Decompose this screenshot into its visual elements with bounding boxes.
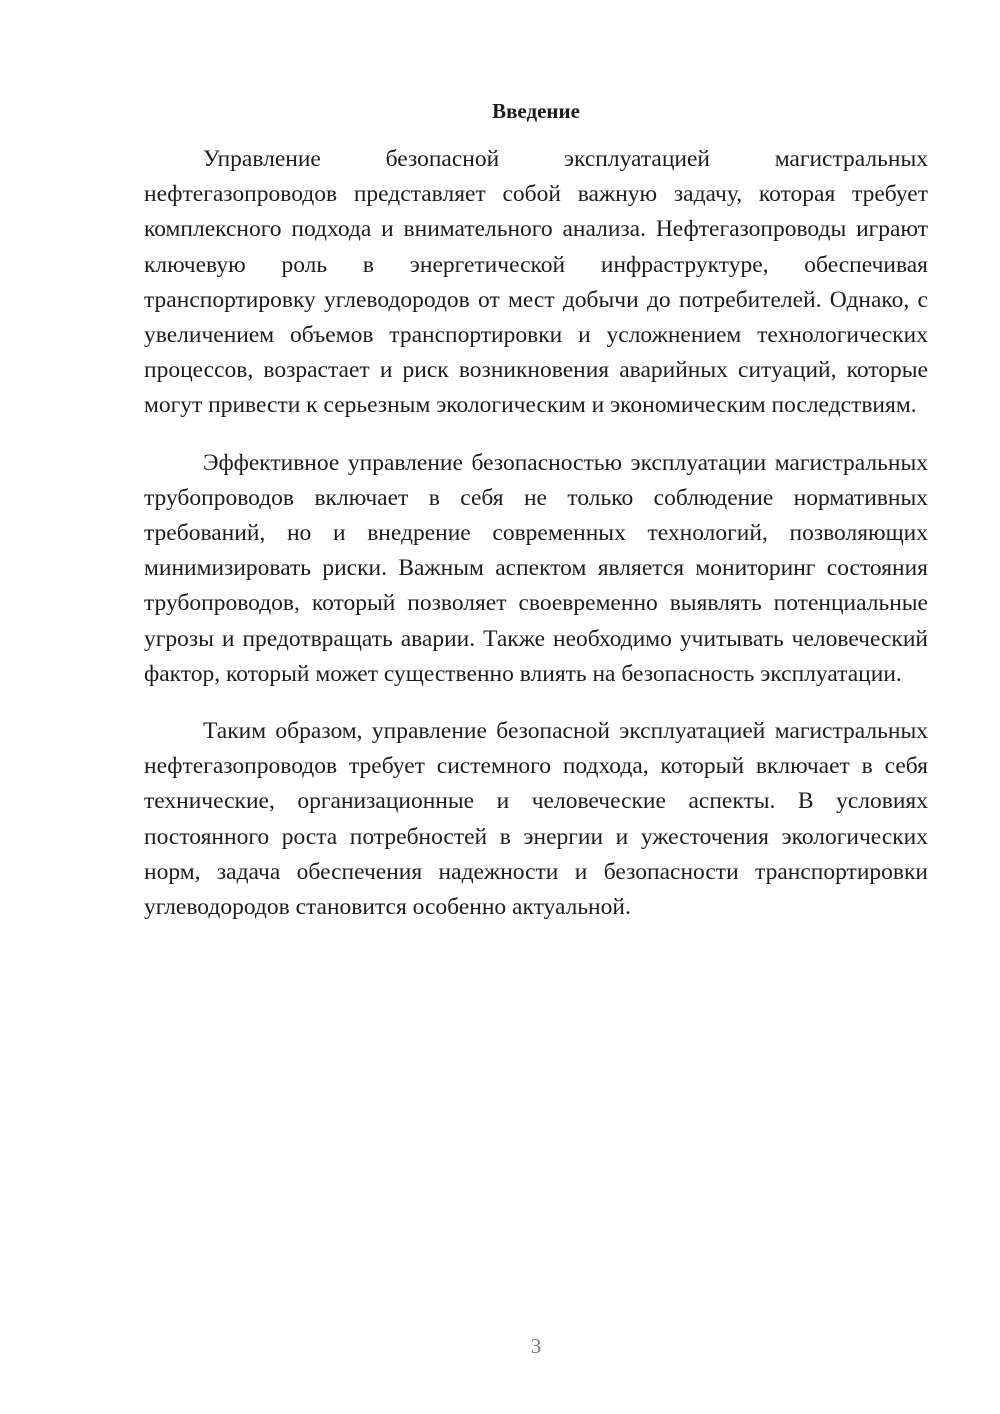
section-heading: Введение — [492, 99, 580, 123]
page-number: 3 — [530, 1334, 542, 1358]
paragraph: Управление безопасной эксплуатацией магистральных нефтегазопроводов представляет собой важную задачу, которая требует комплексного подхода и внимательного анализа. Нефтегазопроводы играют ключевую роль в энергетической инфраструктуре, обеспечивая транспортировку углеводородов от мест добычи до потребителей. Однако, с увеличением объемов транспортировки и усложнением технологических процессов, возрастает и риск возникновения аварийных ситуаций, которые могут привести к серьезным экологическим и экономическим последствиям. — [144, 146, 928, 419]
paragraph: Эффективное управление безопасностью эксплуатации магистральных трубопроводов включает в себя не только соблюдение нормативных требований, но и внедрение современных технологий, позволяющих минимизировать риски. Важным аспектом является мониторинг состояния трубопроводов, который позволяет своевременно выявлять потенциальные угрозы и предотвращать аварии. Также необходимо учитывать человеческий фактор, который может существенно влиять на безопасность эксплуатации. — [144, 449, 928, 687]
paragraph: Таким образом, управление безопасной эксплуатацией магистральных нефтегазопроводов требует системного подхода, который включает в себя технические, организационные и человеческие аспекты. В условиях постоянного роста потребностей в энергии и ужесточения экологических норм, задача обеспечения надежности и безопасности транспортировки углеводородов становится особенно актуальной. — [144, 718, 928, 921]
body-text — [144, 142, 928, 947]
